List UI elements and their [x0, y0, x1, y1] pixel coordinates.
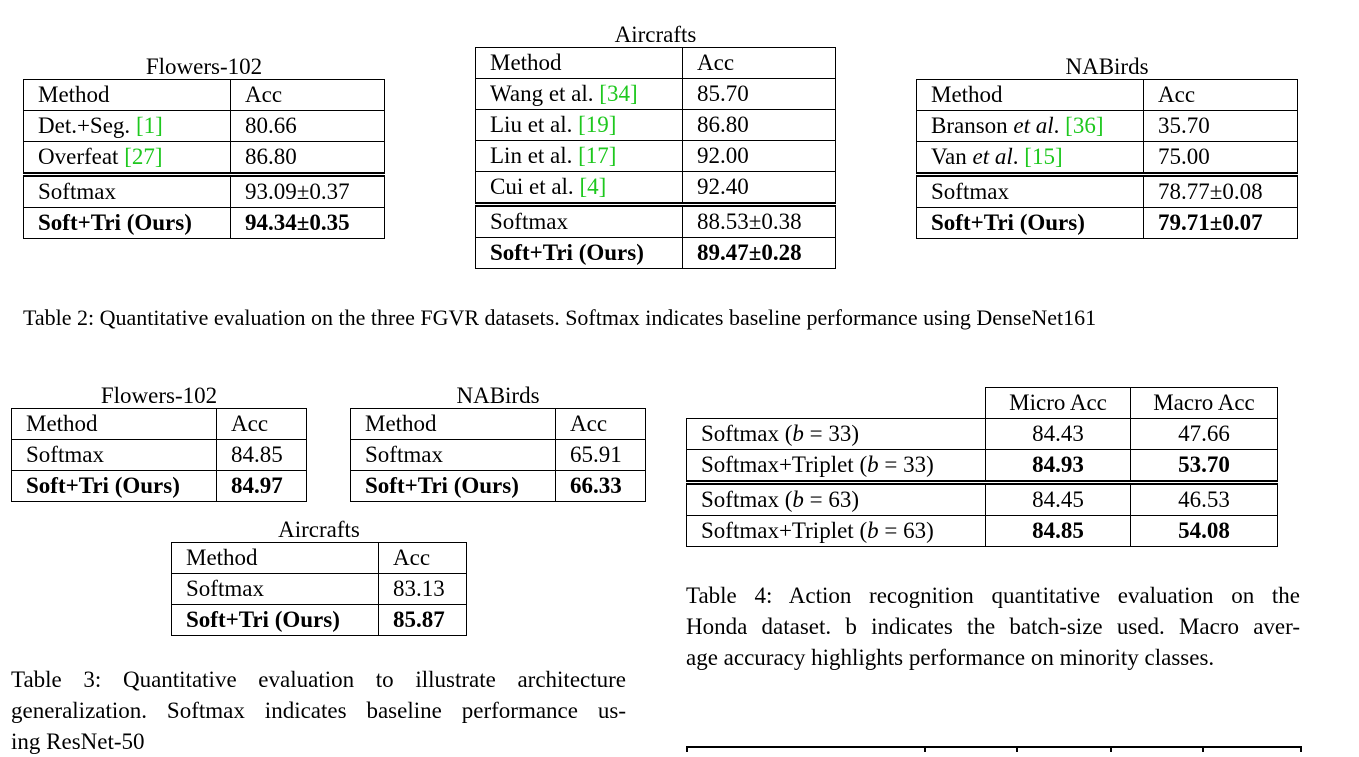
acc-cell: 65.91: [556, 440, 646, 471]
column-header-acc: Acc: [1144, 80, 1298, 111]
citation-link[interactable]: [19]: [578, 112, 617, 137]
method-cell: Soft+Tri (Ours): [172, 605, 379, 636]
table2-flowers-table: [23, 79, 385, 239]
method-cell: Softmax+Triplet (b = 33): [687, 450, 986, 483]
caption-line: ing ResNet-50: [11, 729, 145, 754]
table2-caption: Table 2: Quantitative evaluation on the three FGVR datasets. Softmax indicates baseline performance using DenseNet161: [23, 305, 1097, 330]
column-header-acc: Acc: [683, 48, 836, 79]
acc-cell: 35.70: [1144, 111, 1298, 142]
next-table-divider: [924, 746, 926, 752]
next-table-divider: [1110, 746, 1112, 752]
table-row: [917, 142, 1298, 175]
column-header-method: Method: [24, 80, 231, 111]
acc-cell: 92.40: [683, 172, 836, 205]
method-cell: Softmax: [12, 440, 217, 471]
method-cell: Softmax: [172, 574, 379, 605]
macro-acc-cell: 46.53: [1131, 483, 1278, 516]
column-header-acc: Acc: [231, 80, 385, 111]
method-cell: Soft+Tri (Ours): [476, 238, 683, 269]
table-row: [24, 111, 385, 142]
next-table-top-rule: [686, 746, 1302, 748]
macro-acc-cell: 54.08: [1131, 516, 1278, 547]
acc-cell: 78.77±0.08: [1144, 175, 1298, 208]
micro-acc-cell: 84.45: [986, 483, 1131, 516]
acc-cell: 92.00: [683, 141, 836, 172]
acc-cell: 66.33: [556, 471, 646, 502]
table-row-softmax: [12, 440, 307, 471]
table-row-ours: [351, 471, 646, 502]
acc-cell: 79.71±0.07: [1144, 208, 1298, 239]
method-cell: Overfeat [27]: [24, 142, 231, 175]
acc-cell: 89.47±0.28: [683, 238, 836, 269]
acc-cell: 80.66: [231, 111, 385, 142]
citation-link[interactable]: [17]: [578, 143, 617, 168]
table-row-softmax: [476, 205, 836, 238]
table-row-ours: [172, 605, 467, 636]
acc-cell: 93.09±0.37: [231, 175, 385, 208]
table2-nabirds-title: NABirds: [1065, 54, 1149, 79]
method-cell: Branson et al. [36]: [917, 111, 1144, 142]
column-header-method: Method: [12, 409, 217, 440]
method-cell: Cui et al. [4]: [476, 172, 683, 205]
caption-line: Table 3: Quantitative evaluation to illustrate architecture: [11, 667, 626, 692]
table-header-row: [687, 388, 1278, 419]
column-header-acc: Acc: [379, 543, 467, 574]
method-cell: Soft+Tri (Ours): [351, 471, 556, 502]
table3-aircrafts-title: Aircrafts: [278, 517, 360, 542]
caption-line: Table 4: Action recognition quantitative evaluation on the: [686, 583, 1300, 608]
table-row: [687, 419, 1278, 450]
method-cell: Wang et al. [34]: [476, 79, 683, 110]
next-table-divider: [1300, 746, 1302, 752]
micro-acc-cell: 84.85: [986, 516, 1131, 547]
citation-link[interactable]: [4]: [579, 174, 607, 199]
caption-line: generalization. Softmax indicates baseline performance us-: [11, 698, 626, 723]
table-row-ours: [24, 208, 385, 239]
method-cell: Soft+Tri (Ours): [24, 208, 231, 239]
table-row: [687, 450, 1278, 483]
table-row-ours: [917, 208, 1298, 239]
column-header-method: Method: [172, 543, 379, 574]
acc-cell: 85.70: [683, 79, 836, 110]
column-header-micro-acc: Micro Acc: [986, 388, 1131, 419]
acc-cell: 86.80: [231, 142, 385, 175]
citation-link[interactable]: [1]: [135, 113, 163, 138]
macro-acc-cell: 47.66: [1131, 419, 1278, 450]
method-cell: Soft+Tri (Ours): [917, 208, 1144, 239]
caption-line: Honda dataset. b indicates the batch-size used. Macro aver-: [686, 614, 1300, 639]
method-cell: Liu et al. [19]: [476, 110, 683, 141]
column-header-empty: [687, 388, 986, 419]
micro-acc-cell: 84.43: [986, 419, 1131, 450]
citation-link[interactable]: [34]: [599, 81, 638, 106]
citation-link[interactable]: [27]: [124, 144, 163, 169]
caption-line: age accuracy highlights performance on minority classes.: [686, 645, 1215, 670]
method-cell: Lin et al. [17]: [476, 141, 683, 172]
table-row: [687, 516, 1278, 547]
method-cell: Van et al. [15]: [917, 142, 1144, 175]
table-row-softmax: [351, 440, 646, 471]
table2-aircrafts-table: [475, 47, 836, 269]
citation-link[interactable]: [36]: [1065, 113, 1104, 138]
table3-nabirds-title: NABirds: [456, 383, 540, 408]
method-cell: Softmax (b = 33): [687, 419, 986, 450]
acc-cell: 88.53±0.38: [683, 205, 836, 238]
acc-cell: 86.80: [683, 110, 836, 141]
table4-table: [686, 387, 1278, 547]
table-row-softmax: [917, 175, 1298, 208]
table-row: [476, 79, 836, 110]
next-table-divider: [686, 746, 688, 752]
table-row: [917, 111, 1298, 142]
table3-flowers-title: Flowers-102: [100, 383, 218, 408]
method-cell: Det.+Seg. [1]: [24, 111, 231, 142]
acc-cell: 85.87: [379, 605, 467, 636]
micro-acc-cell: 84.93: [986, 450, 1131, 483]
table4-caption: [686, 580, 1300, 673]
table-row: [476, 141, 836, 172]
method-cell: Softmax: [917, 175, 1144, 208]
table-row-ours: [12, 471, 307, 502]
column-header-method: Method: [917, 80, 1144, 111]
column-header-acc: Acc: [556, 409, 646, 440]
method-cell: Softmax (b = 63): [687, 483, 986, 516]
acc-cell: 94.34±0.35: [231, 208, 385, 239]
column-header-acc: Acc: [217, 409, 307, 440]
macro-acc-cell: 53.70: [1131, 450, 1278, 483]
method-cell: Softmax: [24, 175, 231, 208]
table-row-softmax: [24, 175, 385, 208]
table3-nabirds-table: [350, 408, 646, 502]
table-header-row: [172, 543, 467, 574]
table-row: [24, 142, 385, 175]
table-header-row: [24, 80, 385, 111]
column-header-method: Method: [476, 48, 683, 79]
method-cell: Softmax+Triplet (b = 63): [687, 516, 986, 547]
method-cell: Softmax: [476, 205, 683, 238]
table2-flowers-title: Flowers-102: [145, 54, 263, 79]
table-row: [476, 110, 836, 141]
column-header-macro-acc: Macro Acc: [1131, 388, 1278, 419]
next-table-divider: [1202, 746, 1204, 752]
acc-cell: 75.00: [1144, 142, 1298, 175]
table-header-row: [12, 409, 307, 440]
next-table-divider: [1016, 746, 1018, 752]
table-row-softmax: [172, 574, 467, 605]
acc-cell: 84.85: [217, 440, 307, 471]
table2-nabirds-table: [916, 79, 1298, 239]
table-row-ours: [476, 238, 836, 269]
table3-aircrafts-table: [171, 542, 467, 636]
method-cell: Soft+Tri (Ours): [12, 471, 217, 502]
acc-cell: 83.13: [379, 574, 467, 605]
acc-cell: 84.97: [217, 471, 307, 502]
citation-link[interactable]: [15]: [1024, 144, 1063, 169]
table-row: [476, 172, 836, 205]
table-header-row: [351, 409, 646, 440]
table-header-row: [917, 80, 1298, 111]
table-row: [687, 483, 1278, 516]
table-header-row: [476, 48, 836, 79]
table3-flowers-table: [11, 408, 307, 502]
table3-caption: [11, 664, 626, 757]
method-cell: Softmax: [351, 440, 556, 471]
table2-aircrafts-title: Aircrafts: [614, 22, 697, 47]
column-header-method: Method: [351, 409, 556, 440]
